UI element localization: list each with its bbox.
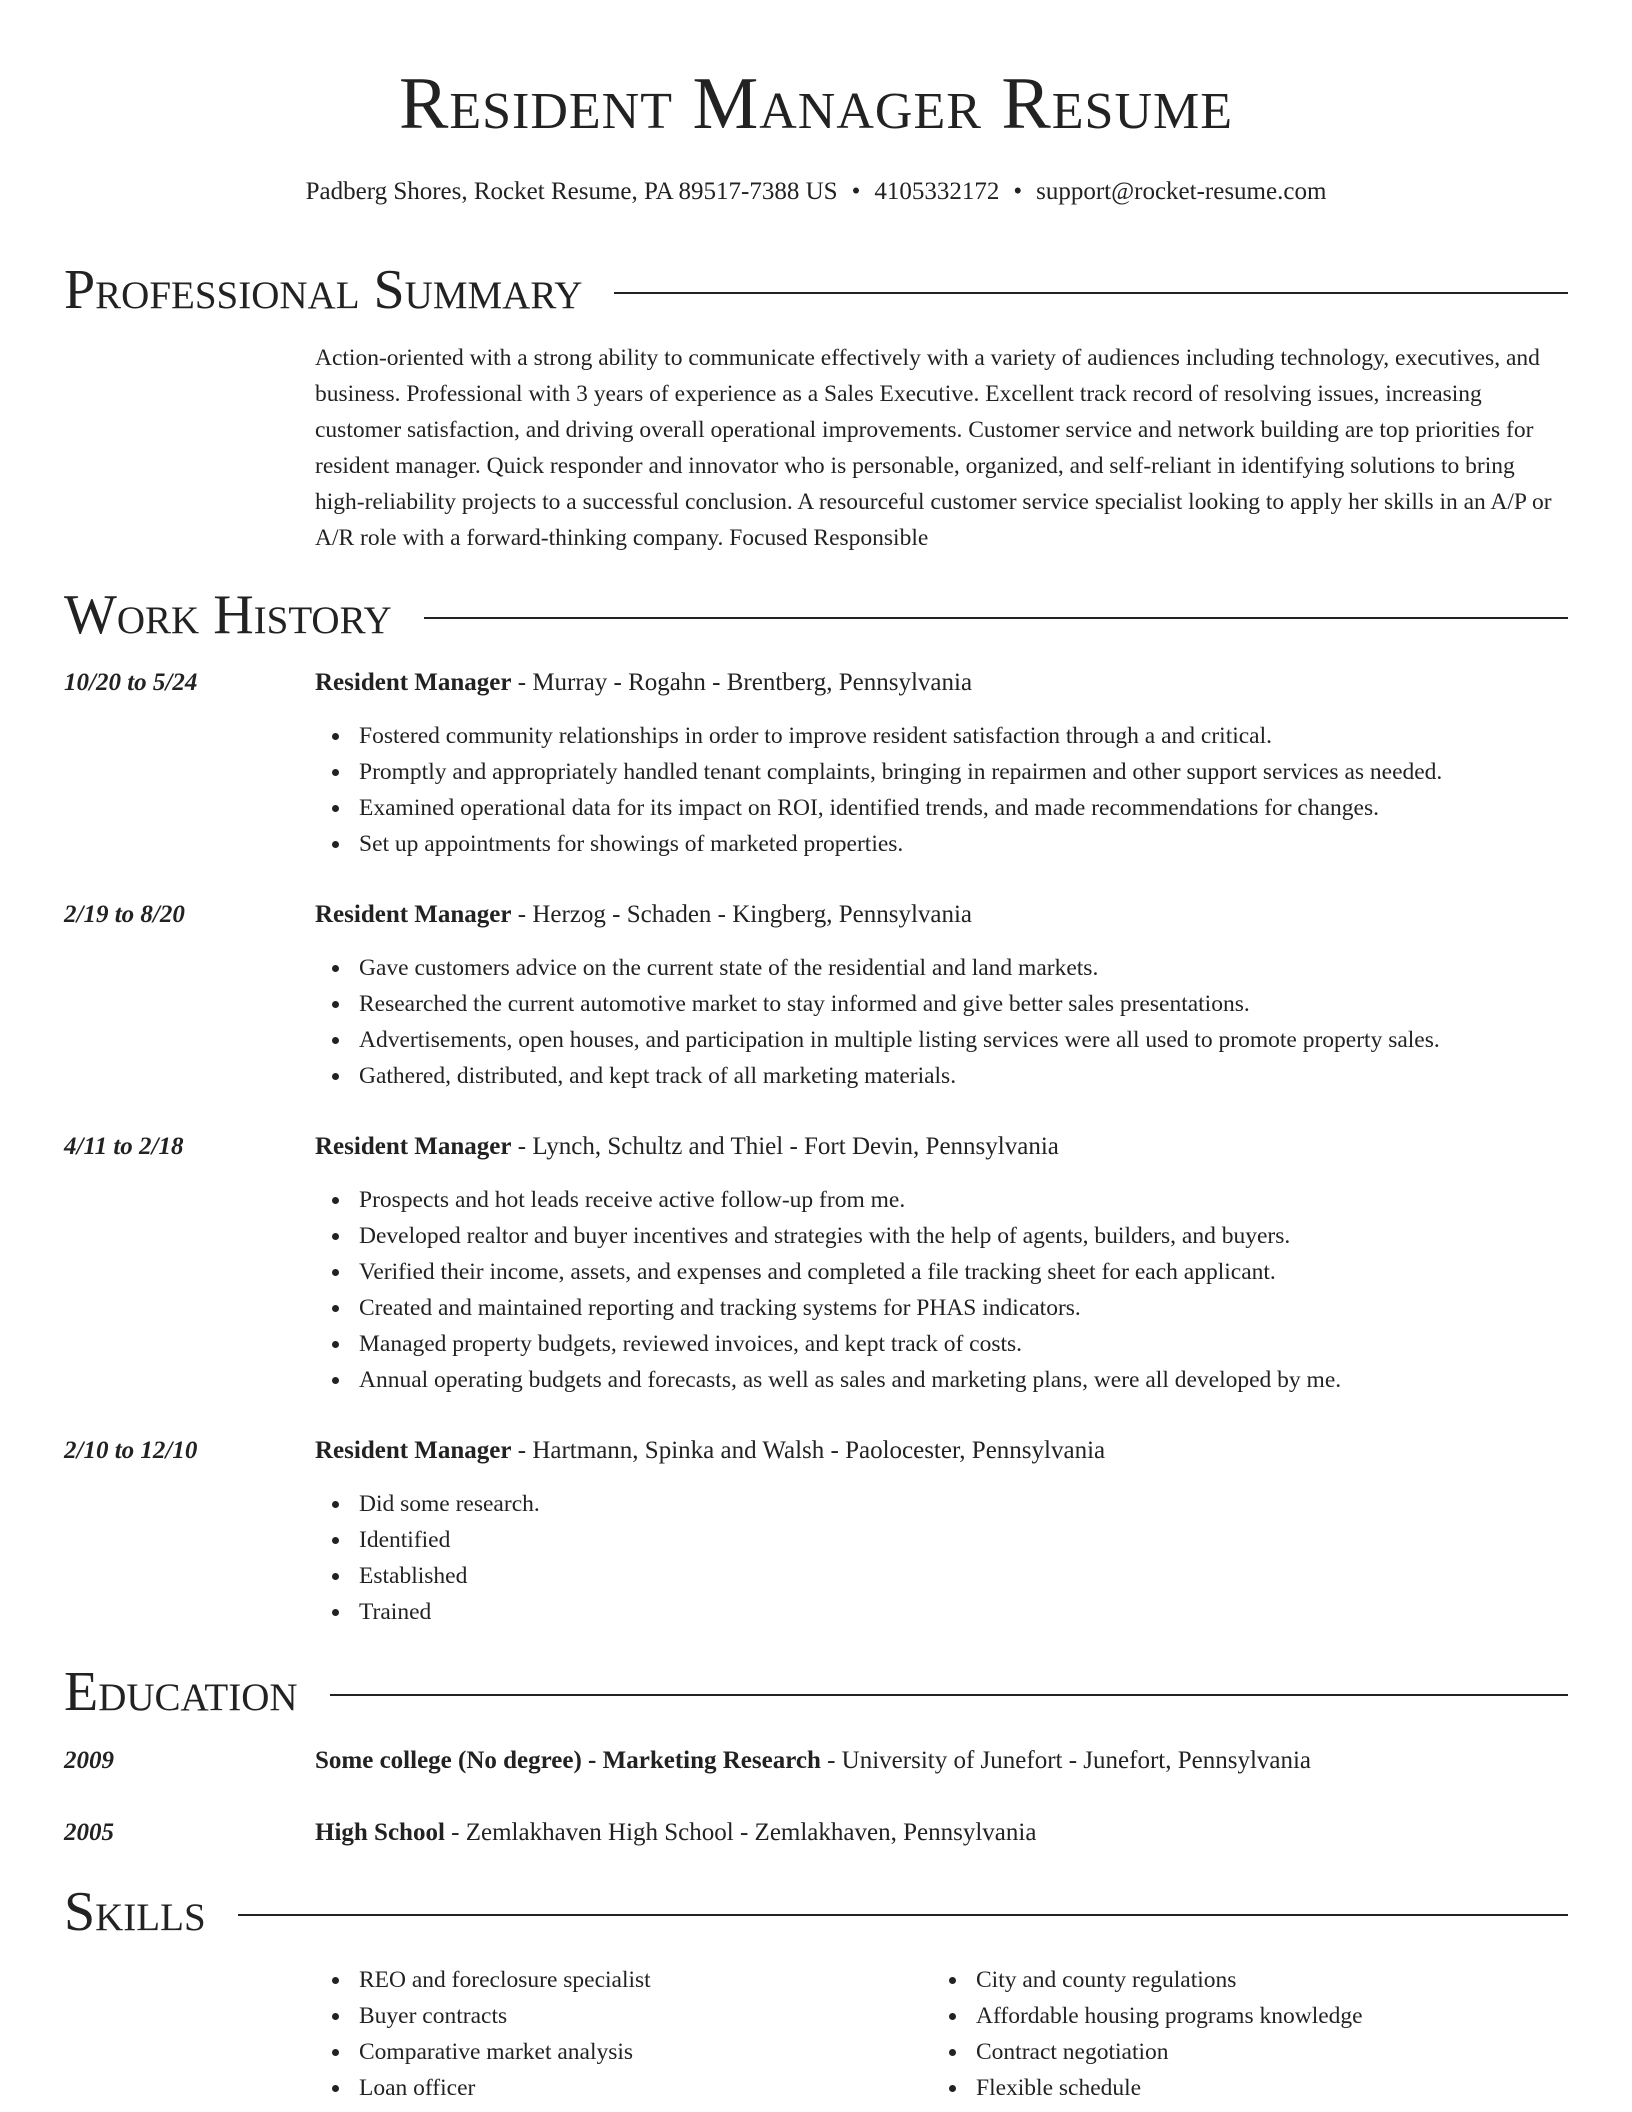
job-bullets	[315, 718, 1568, 862]
skill-item: Comparative market analysis	[315, 2034, 915, 2070]
list-item: Gathered, distributed, and kept track of all marketing materials.	[315, 1058, 1568, 1094]
job-title: Resident Manager	[315, 901, 512, 928]
contact-email: support@rocket-resume.com	[1036, 178, 1327, 205]
job-dates: 4/11 to 2/18	[64, 1133, 184, 1160]
list-item: Advertisements, open houses, and participation in multiple listing services were all used to promote property sales.	[315, 1022, 1568, 1058]
job-details: - Herzog - Schaden - Kingberg, Pennsylvania	[511, 901, 973, 928]
job-dates: 2/19 to 8/20	[64, 901, 185, 928]
section-title-education: Education	[64, 1661, 298, 1723]
skill-item: Loan officer	[315, 2070, 915, 2106]
education-degree: Some college (No degree) - Marketing Research	[315, 1747, 821, 1774]
education-degree: High School	[315, 1819, 445, 1846]
job-line	[315, 663, 1568, 703]
section-title-skills: Skills	[64, 1881, 206, 1943]
list-item: Researched the current automotive market to stay informed and give better sales presentations.	[315, 986, 1568, 1022]
section-rule	[614, 292, 1568, 294]
job-details: - Lynch, Schultz and Thiel - Fort Devin, Pennsylvania	[511, 1133, 1059, 1160]
job-dates: 2/10 to 12/10	[64, 1437, 198, 1464]
section-heading-education	[64, 1657, 1568, 1727]
skills-list-left	[315, 1962, 915, 2106]
list-item: Gave customers advice on the current state of the residential and land markets.	[315, 950, 1568, 986]
section-rule	[238, 1914, 1568, 1916]
education-entry	[64, 1813, 1568, 1853]
skill-item: Contract negotiation	[932, 2034, 1532, 2070]
job-line	[315, 1431, 1568, 1471]
list-item: Verified their income, assets, and expenses and completed a file tracking sheet for each applicant.	[315, 1254, 1568, 1290]
list-item: Managed property budgets, reviewed invoices, and kept track of costs.	[315, 1326, 1568, 1362]
section-heading-skills	[64, 1877, 1568, 1947]
education-year: 2005	[64, 1819, 114, 1846]
contact-separator: •	[1013, 178, 1023, 205]
contact-separator: •	[851, 178, 861, 205]
contact-line	[64, 172, 1568, 212]
contact-address: Padberg Shores, Rocket Resume, PA 89517-7388 US	[305, 178, 838, 205]
skill-item: REO and foreclosure specialist	[315, 1962, 915, 1998]
skill-item: Affordable housing programs knowledge	[932, 1998, 1532, 2034]
skills-list-right	[932, 1962, 1532, 2106]
job-title: Resident Manager	[315, 1133, 512, 1160]
list-item: Trained	[315, 1594, 1568, 1630]
education-line	[315, 1741, 1568, 1781]
section-rule	[330, 1694, 1568, 1696]
list-item: Identified	[315, 1522, 1568, 1558]
skill-item: Buyer contracts	[315, 1998, 915, 2034]
education-details: - University of Junefort - Junefort, Pennsylvania	[820, 1747, 1312, 1774]
job-dates: 10/20 to 5/24	[64, 669, 198, 696]
list-item: Examined operational data for its impact on ROI, identified trends, and made recommendations for changes.	[315, 790, 1568, 826]
job-title: Resident Manager	[315, 669, 512, 696]
section-title-work: Work History	[64, 584, 392, 646]
job-bullets	[315, 950, 1568, 1094]
section-rule	[424, 617, 1568, 619]
job-entry	[64, 663, 1568, 703]
list-item: Promptly and appropriately handled tenant complaints, bringing in repairmen and other support services as needed.	[315, 754, 1568, 790]
list-item: Developed realtor and buyer incentives and strategies with the help of agents, builders, and buyers.	[315, 1218, 1568, 1254]
skill-item: City and county regulations	[932, 1962, 1532, 1998]
job-bullets	[315, 1182, 1568, 1398]
section-title-summary: Professional Summary	[64, 259, 583, 321]
list-item: Fostered community relationships in order to improve resident satisfaction through a and critical.	[315, 718, 1568, 754]
job-entry	[64, 895, 1568, 935]
job-bullets	[315, 1486, 1568, 1630]
section-heading-work	[64, 580, 1568, 650]
section-heading-summary	[64, 255, 1568, 325]
list-item: Did some research.	[315, 1486, 1568, 1522]
list-item: Created and maintained reporting and tracking systems for PHAS indicators.	[315, 1290, 1568, 1326]
list-item: Set up appointments for showings of marketed properties.	[315, 826, 1568, 862]
education-line	[315, 1813, 1568, 1853]
resume-title: Resident Manager Resume	[398, 63, 1234, 145]
job-details: - Hartmann, Spinka and Walsh - Paolocester, Pennsylvania	[511, 1437, 1106, 1464]
contact-phone: 4105332172	[874, 178, 1000, 205]
education-year: 2009	[64, 1747, 114, 1774]
job-line	[315, 895, 1568, 935]
skill-item: Flexible schedule	[932, 2070, 1532, 2106]
education-entry	[64, 1741, 1568, 1781]
job-entry	[64, 1127, 1568, 1167]
list-item: Prospects and hot leads receive active follow-up from me.	[315, 1182, 1568, 1218]
job-entry	[64, 1431, 1568, 1471]
job-title: Resident Manager	[315, 1437, 512, 1464]
list-item: Established	[315, 1558, 1568, 1594]
job-details: - Murray - Rogahn - Brentberg, Pennsylvania	[511, 669, 973, 696]
job-line	[315, 1127, 1568, 1167]
education-details: - Zemlakhaven High School - Zemlakhaven, Pennsylvania	[444, 1819, 1037, 1846]
summary-text: Action-oriented with a strong ability to communicate effectively with a variety of audiences including technology, executives, and business. Professional with 3 years of experience as a Sales Executive. Excellent track record of resolving issues, increasing customer satisfaction, and driving overall operational improvements. Customer service and network building are top priorities for resident manager. Quick responder and innovator who is personable, organized, and self-reliant in identifying solutions to bring high-reliability projects to a successful conclusion. A resourceful customer service specialist looking to apply her skills in an A/P or A/R role with a forward-thinking company. Focused Responsible	[315, 345, 1552, 551]
list-item: Annual operating budgets and forecasts, as well as sales and marketing plans, were all developed by me.	[315, 1362, 1568, 1398]
